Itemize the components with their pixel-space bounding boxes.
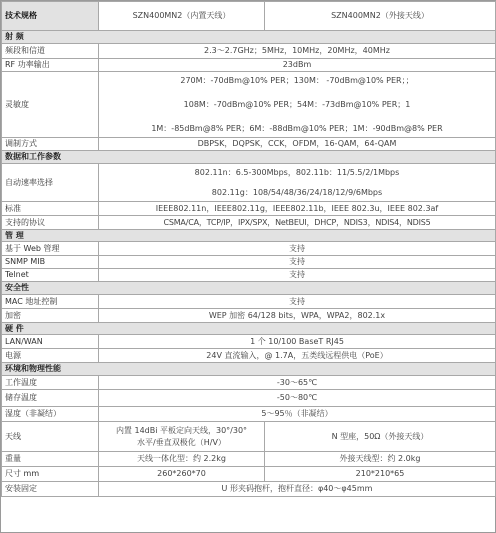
table-row: [2, 390, 496, 407]
row-label: 频段和信道: [2, 44, 99, 59]
spec-table: [1, 1, 496, 497]
header-row: [2, 2, 496, 31]
section-row: [2, 282, 496, 295]
table-row: [2, 164, 496, 202]
section-security: 安全性: [2, 282, 496, 295]
table-row: [2, 376, 496, 390]
row-value: 支持: [99, 256, 496, 269]
table-row: [2, 269, 496, 282]
section-row: [2, 151, 496, 164]
table-row: [2, 256, 496, 269]
size-external: 210*210*65: [265, 467, 496, 482]
table-row: [2, 44, 496, 59]
row-label: 加密: [2, 309, 99, 323]
table-row: [2, 309, 496, 323]
row-label: 支持的协议: [2, 216, 99, 230]
section-row: [2, 323, 496, 335]
row-value: 24V 直流输入，@ 1.7A，五类线远程供电（PoE）: [99, 349, 496, 363]
table-row: [2, 202, 496, 216]
row-label: Telnet: [2, 269, 99, 282]
antenna-internal: [99, 422, 265, 452]
row-value: 支持: [99, 269, 496, 282]
row-value: 支持: [99, 242, 496, 256]
section-data: 数据和工作参数: [2, 151, 496, 164]
rate-line: 802.11n：6.5-300Mbps，802.11b：11/5.5/2/1Mbps: [194, 167, 400, 177]
row-value: 支持: [99, 295, 496, 309]
table-row: [2, 138, 496, 151]
row-label: 安装固定: [2, 482, 99, 497]
table-row: [2, 407, 496, 422]
size-internal: 260*260*70: [99, 467, 265, 482]
row-value: 2.3～2.7GHz；5MHz，10MHz，20MHz，40MHz: [99, 44, 496, 59]
header-label: 技术规格: [2, 2, 99, 31]
table-row: [2, 335, 496, 349]
table-row: [2, 452, 496, 467]
row-label: SNMP MIB: [2, 256, 99, 269]
table-row: [2, 349, 496, 363]
row-label: RF 功率输出: [2, 59, 99, 72]
row-value: -30～65℃: [99, 376, 496, 390]
row-label: 电源: [2, 349, 99, 363]
weight-external: 外接天线型：约 2.0kg: [265, 452, 496, 467]
table-row: [2, 295, 496, 309]
table-row: [2, 242, 496, 256]
table-row: [2, 59, 496, 72]
rate-line: 802.11g：108/54/48/36/24/18/12/9/6Mbps: [211, 187, 383, 197]
row-value: DBPSK，DQPSK，CCK，OFDM，16-QAM，64-QAM: [99, 138, 496, 151]
weight-internal: 天线一体化型：约 2.2kg: [99, 452, 265, 467]
row-label: 储存温度: [2, 390, 99, 407]
row-label: 基于 Web 管理: [2, 242, 99, 256]
table-row: [2, 216, 496, 230]
row-value: 5～95％（非凝结）: [99, 407, 496, 422]
section-row: [2, 230, 496, 242]
section-mgmt: 管 理: [2, 230, 496, 242]
row-label: 标准: [2, 202, 99, 216]
row-value: 1 个 10/100 BaseT RJ45: [99, 335, 496, 349]
row-value: WEP 加密 64/128 bits，WPA，WPA2，802.1x: [99, 309, 496, 323]
antenna-external: N 型座，50Ω（外接天线）: [265, 422, 496, 452]
antenna-internal-line: 内置 14dBi 平板定向天线，30°/30°: [115, 425, 248, 435]
row-value: CSMA/CA，TCP/IP，IPX/SPX，NetBEUI，DHCP，NDIS3，NDIS4，NDIS5: [99, 216, 496, 230]
row-value: [99, 164, 496, 202]
row-label: LAN/WAN: [2, 335, 99, 349]
table-row: [2, 467, 496, 482]
row-label: 尺寸 mm: [2, 467, 99, 482]
section-hardware: 硬 件: [2, 323, 496, 335]
row-value: -50～80℃: [99, 390, 496, 407]
table-row: [2, 482, 496, 497]
row-value: 23dBm: [99, 59, 496, 72]
row-value: IEEE802.11n，IEEE802.11g，IEEE802.11b，IEEE 802.3u，IEEE 802.3af: [99, 202, 496, 216]
row-label: 湿度（非凝结）: [2, 407, 99, 422]
table-row: [2, 422, 496, 452]
row-label: MAC 地址控制: [2, 295, 99, 309]
row-label: 自动速率选择: [2, 164, 99, 202]
row-label: 工作温度: [2, 376, 99, 390]
section-env: 环境和物理性能: [2, 363, 496, 376]
row-label: 调制方式: [2, 138, 99, 151]
sensitivity-line: 108M：-70dBm@10% PER；54M：-73dBm@10% PER；1: [183, 99, 411, 109]
section-row: [2, 363, 496, 376]
section-rf: 射 频: [2, 31, 496, 44]
table-row: [2, 72, 496, 138]
row-value: [99, 72, 496, 138]
row-value: U 形夹码抱杆，抱杆直径：φ40～φ45mm: [99, 482, 496, 497]
sensitivity-line: 1M：-85dBm@8% PER；6M：-88dBm@10% PER；1M：-90dBm@8% PER: [151, 123, 443, 133]
header-internal: SZN400MN2（内置天线）: [99, 2, 265, 31]
antenna-internal-line: 水平/垂直双极化（H/V）: [137, 437, 226, 447]
section-row: [2, 31, 496, 44]
row-label: 天线: [2, 422, 99, 452]
sensitivity-line: 270M：-70dBm@10% PER；130M： -70dBm@10% PER；；: [180, 75, 414, 85]
row-label: 重量: [2, 452, 99, 467]
row-label: 灵敏度: [2, 72, 99, 138]
header-external: SZN400MN2（外接天线）: [265, 2, 496, 31]
